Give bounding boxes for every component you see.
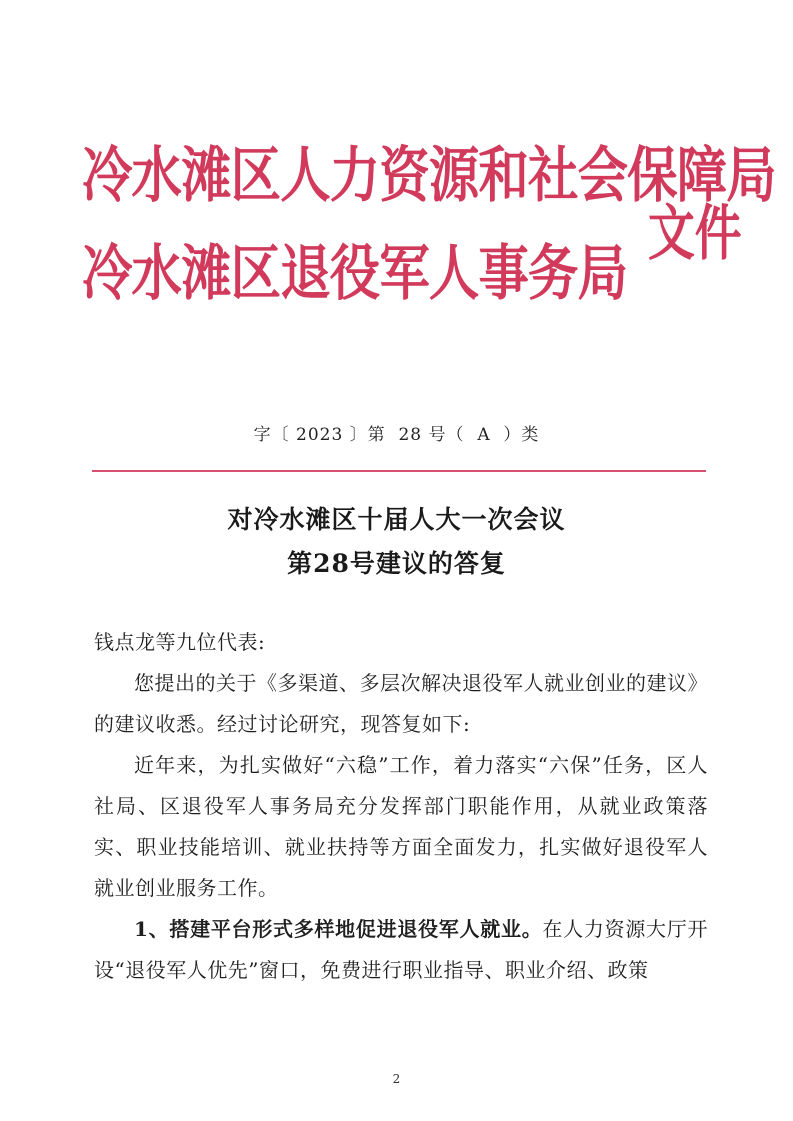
document-title-line-1: 对冷水滩区十届人大一次会议 (227, 505, 566, 534)
header-divider (92, 470, 706, 472)
body-paragraph-2: 近年来，为扎实做好“六稳”工作，着力落实“六保”任务，区人社局、区退役军人事务局充分发挥部门职能作用，从就业政策落实、职业技能培训、就业扶持等方面全面发力，扎实做好退役军人就业创业服务工作。 (94, 753, 708, 900)
body-paragraph-1: 您提出的关于《多渠道、多层次解决退役军人就业创业的建议》的建议收悉。经过讨论研究，现答复如下: (94, 671, 708, 736)
document-type-label: 文件 (648, 200, 742, 267)
document-number: 字〔 2023 〕第 28 号（ A ）类 (253, 425, 540, 445)
issuing-org-line-2: 冷水滩区退役军人事务局 (82, 240, 628, 307)
salutation: 钱点龙等九位代表: (94, 630, 266, 654)
section-heading: 1、搭建平台形式多样地促进退役军人就业。 (134, 917, 543, 941)
page-number: 2 (392, 1072, 401, 1086)
body-paragraph-3 (94, 909, 708, 991)
document-title-line-2: 第28号建议的答复 (287, 549, 506, 578)
section-text: 在人力资源大厅开设“退役军人优先”窗口，免费进行职业指导、职业介绍、政策 (94, 917, 708, 982)
issuing-org-line-1: 冷水滩区人力资源和社会保障局 (82, 142, 776, 209)
